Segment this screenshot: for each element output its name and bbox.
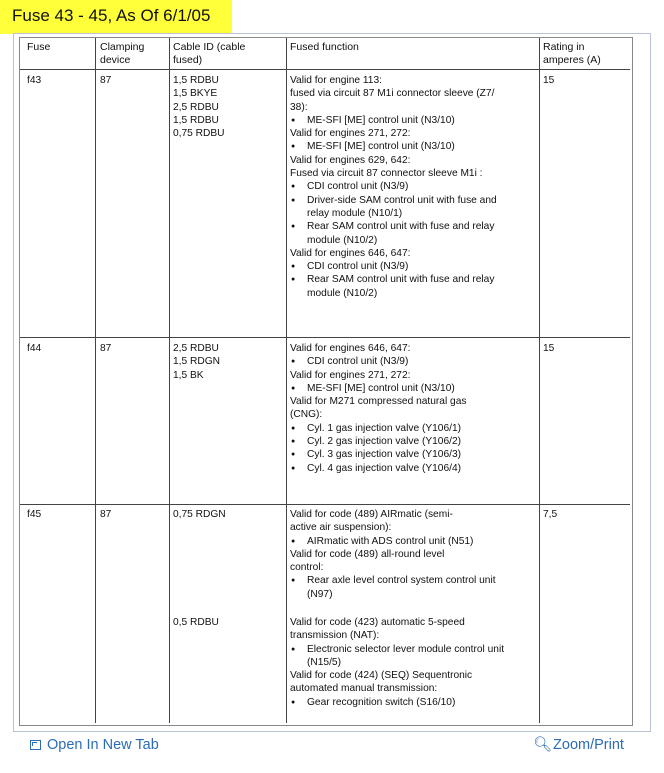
header-rating — [543, 41, 601, 67]
function-text: Valid for code (489) all-round level — [290, 548, 445, 560]
bullet-continuation: relay module (N10/1) — [307, 207, 403, 219]
cable-id: 2,5 RDBU — [173, 343, 219, 354]
header-cable-line2: fused) — [173, 54, 203, 66]
rating: 15 — [543, 75, 555, 86]
column-divider — [169, 38, 170, 723]
function-text: Valid for code (489) AIRmatic (semi- — [290, 509, 453, 520]
column-divider — [539, 38, 540, 723]
header-cable — [173, 41, 245, 67]
fuse-id: f45 — [27, 509, 42, 520]
function-text: active air suspension): — [290, 522, 392, 534]
zoom-print-link[interactable] — [533, 735, 624, 753]
function-text: control: — [290, 562, 324, 574]
row-divider — [20, 69, 630, 70]
function-text: fused via circuit 87 M1i connector sleeve (Z7/ — [290, 88, 495, 100]
header-cable-line1: Cable ID (cable — [173, 41, 246, 53]
function-text: Valid for engines 629, 642: — [290, 154, 411, 166]
bullet-item: ● Rear axle level control system control unit — [290, 574, 496, 587]
rating: 7,5 — [543, 509, 558, 520]
function-text: Valid for code (424) (SEQ) Sequentronic — [290, 670, 473, 682]
cable-id: 0,75 RDBU — [173, 128, 225, 140]
bullet-item: ● Rear SAM control unit with fuse and relay — [290, 220, 497, 233]
fused-function — [290, 508, 496, 601]
cable-id: 1,5 BKYE — [173, 88, 218, 100]
clamping-device: 87 — [100, 509, 112, 520]
column-divider — [286, 38, 287, 723]
function-text: transmission (NAT): — [290, 630, 380, 642]
bullet-item: ● CDI control unit (N3/9) — [290, 180, 497, 193]
cable-id: 0,75 RDGN — [173, 509, 226, 520]
footer-bar — [0, 734, 664, 773]
clamping-device: 87 — [100, 343, 112, 354]
row-divider — [20, 337, 630, 338]
new-tab-icon — [30, 740, 41, 750]
function-text: (CNG): — [290, 409, 323, 421]
fuse-id: f44 — [27, 343, 42, 354]
column-divider — [95, 38, 96, 723]
function-text: Valid for engines 646, 647: — [290, 247, 411, 259]
bullet-continuation: module (N10/2) — [307, 234, 378, 246]
bullet-item: ● Electronic selector lever module control unit — [290, 643, 504, 656]
bullet-item: ● ME-SFI [ME] control unit (N3/10) — [290, 114, 497, 127]
title-bar — [0, 0, 664, 34]
bullet-item: ● ME-SFI [ME] control unit (N3/10) — [290, 382, 467, 395]
fused-function — [290, 74, 497, 300]
bullet-item: ● Cyl. 4 gas injection valve (Y106/4) — [290, 462, 467, 475]
bullet-item: ● CDI control unit (N3/9) — [290, 260, 497, 273]
header-fuse: Fuse — [27, 41, 51, 53]
cable-list — [173, 342, 220, 382]
function-text: Valid for engines 646, 647: — [290, 343, 411, 354]
function-text: Valid for code (423) automatic 5-speed — [290, 617, 465, 628]
zoom-print-label: Zoom/Print — [553, 737, 624, 753]
header-clamping — [100, 41, 144, 67]
header-clamping-line1: Clamping — [100, 41, 145, 53]
function-text: Valid for engine 113: — [290, 75, 382, 86]
bullet-item: ● CDI control unit (N3/9) — [290, 355, 467, 368]
header-rating-line2: amperes (A) — [543, 54, 601, 66]
cable-id: 1,5 RDGN — [173, 356, 220, 368]
bullet-item: ● Cyl. 1 gas injection valve (Y106/1) — [290, 422, 467, 435]
header-rating-line1: Rating in — [543, 41, 585, 53]
bullet-item: ● ME-SFI [ME] control unit (N3/10) — [290, 140, 497, 153]
bullet-continuation: (N15/5) — [307, 656, 341, 668]
function-text: Valid for M271 compressed natural gas — [290, 396, 467, 408]
bullet-item: ● Gear recognition switch (S16/10) — [290, 696, 504, 709]
cable-list — [173, 74, 225, 140]
cable-id: 0,5 RDBU — [173, 617, 219, 628]
fuse-table — [19, 37, 633, 726]
function-text: automated manual transmission: — [290, 683, 438, 695]
cable-id: 1,5 BK — [173, 369, 204, 381]
bullet-continuation: module (N10/2) — [307, 287, 378, 299]
fuse-id: f43 — [27, 75, 42, 86]
bullet-continuation: (N97) — [307, 588, 333, 600]
bullet-item: ● Driver-side SAM control unit with fuse and — [290, 194, 497, 207]
rating: 15 — [543, 343, 555, 354]
function-text: 38): — [290, 101, 308, 113]
header-clamping-line2: device — [100, 54, 131, 66]
row-divider — [20, 504, 630, 505]
page-title: Fuse 43 - 45, As Of 6/1/05 — [12, 6, 211, 25]
function-text: Fused via circuit 87 connector sleeve M1i : — [290, 168, 483, 180]
fused-function — [290, 616, 504, 709]
open-in-new-tab-label: Open In New Tab — [47, 737, 159, 753]
clamping-device: 87 — [100, 75, 112, 86]
bullet-item: ● Rear SAM control unit with fuse and relay — [290, 273, 497, 286]
open-in-new-tab-link[interactable] — [30, 737, 159, 753]
cable-id: 1,5 RDBU — [173, 114, 219, 126]
magnifier-icon: 🔍︎ — [533, 736, 553, 753]
cable-id: 2,5 RDBU — [173, 101, 219, 113]
bullet-item: ● Cyl. 3 gas injection valve (Y106/3) — [290, 448, 467, 461]
function-text: Valid for engines 271, 272: — [290, 369, 411, 381]
function-text: Valid for engines 271, 272: — [290, 128, 411, 140]
bullet-item: ● AIRmatic with ADS control unit (N51) — [290, 535, 496, 548]
header-function: Fused function — [290, 41, 359, 53]
bullet-item: ● Cyl. 2 gas injection valve (Y106/2) — [290, 435, 467, 448]
cable-id: 1,5 RDBU — [173, 75, 219, 86]
fused-function — [290, 342, 467, 475]
